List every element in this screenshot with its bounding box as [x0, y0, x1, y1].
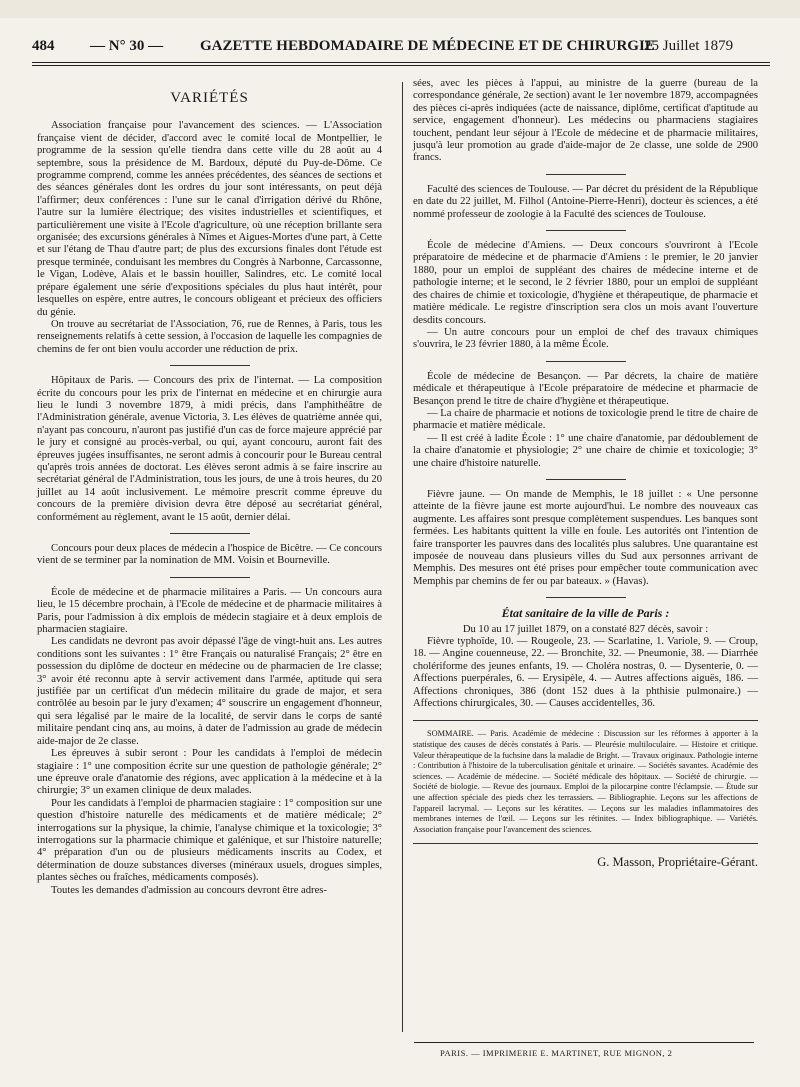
summary-rule: [413, 720, 758, 721]
etat-sanitaire-body: Fièvre typhoïde, 10. — Rougeole, 23. — Scarlatine, 1. Variole, 9. — Croup, 18. — Angine couenneuse, 22. — Bronchite, 32. — Pneumonie, 38. — Diarrhée cholériforme des jeunes enfants, 19. — Choléra nostras, 0. — Dysenterie, 0. — Affections puerpérales, 6. — Erysipèle, 4. — Autres affections aiguës, 186. — Affections chroniques, 386 (dont 152 dues à la phthisie pulmonaire.) — Affections chirurgicales, 30. — Causes accidentelles, 36.: [413, 636, 758, 710]
page-number: 484: [32, 38, 55, 54]
header-rule: [32, 62, 770, 63]
separator: [170, 365, 250, 366]
article-ecole-militaire: École de médecine et de pharmacie militaires a Paris. — Un concours aura lieu, le 15 décembre prochain, à l'Ecole de médecine et de pharmacie militaires à Paris, pour l'admission à dix emplois de médecin stagiaire et à deux emplois de pharmacien stagiaire.: [37, 586, 382, 636]
article-ecole-militaire-4: Pour les candidats à l'emploi de pharmacien stagiaire : 1° composition sur une question d'histoire naturelle des médicaments et de matière médicale; 2° interrogations sur la physique, la chimie, l'analyse chimique et la toxicologie; 3° interrogations sur la pharmacie chimique et galénique, et sur l'histoire naturelle; 4° préparation d'un ou de plusieurs médicaments inscrits au Codex, et détermination de douze substances diverses (minéraux usuels, drogues simples, plantes sèches ou fraîches, médicaments composés).: [37, 797, 382, 884]
article-besancon-3: — Il est créé à ladite École : 1° une chaire d'anatomie, par dédoublement de la chaire d'anatomie et physiologie; 2° une chaire de chimie et toxicologie; 3° une chaire d'histoire naturelle.: [413, 432, 758, 469]
article-besancon: École de médecine de Besançon. — Par décrets, la chaire de matière médicale et thérapeutique à l'Ecole préparatoire de médecine et pharmacie de Besançon prend le titre de chaire d'hygiène et thérapeutique.: [413, 370, 758, 407]
article-toulouse: Faculté des sciences de Toulouse. — Par décret du président de la République en date du 22 juillet, M. Filhol (Antoine-Pierre-Henri), docteur ès sciences, a été nommé professeur de zoologie à la Faculté des sciences de Toulouse.: [413, 183, 758, 220]
issue-number: — N° 30 —: [90, 38, 164, 54]
section-title: VARIÉTÉS: [170, 90, 249, 106]
separator: [546, 361, 626, 362]
running-header: [30, 38, 770, 60]
etat-sanitaire-intro: Du 10 au 17 juillet 1879, on a constaté 827 décès, savoir :: [462, 623, 709, 635]
printer-line: PARIS. — IMPRIMERIE E. MARTINET, RUE MIGNON, 2: [440, 1048, 673, 1058]
article-ecole-militaire-3: Les épreuves à subir seront : Pour les candidats à l'emploi de médecin stagiaire : 1° une composition écrite sur une question de pathologie générale; 2° une épreuve orale d'anatomie des régions, avec application à la médecine et à la chirurgie; 3° un examen clinique de deux malades.: [37, 748, 382, 797]
summary: SOMMAIRE. — Paris. Académie de médecine : Discussion sur les réformes à apporter à la statistique des causes de décès constatés à Paris. — Pleurésie multiloculaire. — Histoire et critique. Valeur thérapeutique de la fuchsine dans la maladie de Bright. — Travaux originaux. Pathologie interne : Contribution à l'histoire de la tuberculisation génitale et urinaire. — Sociétés savantes. Académie des sciences. — Académie de médecine. — Société médicale des hôpitaux. — Société de chirurgie. — Société de biologie. — Revue des journaux. Emploi de la pilocarpine contre l'éclampsie. — Étude sur une affection spéciale des pieds chez les terrassiers. — Bibliographie. Leçons sur les affections de l'appareil lacrymal. — Leçons sur les kératites. — Leçons sur les maladies inflammatoires des membranes internes de l'œil. — Leçons sur les rétinites. — Index bibliographique. — Variétés. Association française pour l'avancement des sciences.: [413, 729, 758, 834]
footer-rule: [414, 1042, 754, 1043]
article-ecole-militaire-2: Les candidats ne devront pas avoir dépassé l'âge de vingt-huit ans. Les autres conditions sont les suivantes : 1° être Français ou naturalisé Français; 2° être en possession du diplôme de docteur en médecine ou de pharmacien de 1re classe; 3° avoir été reconnu apte à servir activement dans l'armée, aptitude qui sera justifiée par un certificat d'un médecin militaire du grade de major, et sera contrôlée au besoin par le jury d'examen; 4° souscrire un engagement d'honneur, qui sera légalisé par le maire de la localité, de servir dans le corps de santé militaire pendant cinq ans, au moins, à dater de l'admission au grade de médecin aide-major de 2e classe.: [37, 636, 382, 747]
article-besancon-2: — La chaire de pharmacie et notions de toxicologie prend le titre de chaire de pharmacie et matière médicale.: [413, 407, 758, 432]
article-ecole-militaire-5: Toutes les demandes d'admission au concours devront être adres-: [51, 884, 327, 896]
column-divider: [402, 82, 403, 1032]
etat-sanitaire-title: État sanitaire de la ville de Paris :: [501, 606, 670, 621]
article-bicetre: Concours pour deux places de médecin a l'hospice de Bicêtre. — Ce concours vient de se terminer par la nomination de MM. Voisin et Bourneville.: [37, 543, 382, 567]
summary-rule-bottom: [413, 843, 758, 844]
page-top-edge: [0, 0, 800, 18]
right-column: [413, 78, 758, 869]
article-continuation: sées, avec les pièces à l'appui, au ministre de la guerre (bureau de la correspondance générale, 2e section) avant le 1er novembre 1879, accompagnées des pièces ci-après indiquées (acte de naissance, diplôme, certificat d'aptitude au service, engagement d'honneur). Les médecins ou pharmaciens stagiaires touchent, pendant leur séjour à l'Ecole de médecine et de pharmacie militaires, jusqu'à leur promotion au grade d'aide-major de 2e classe, une solde de 2900 francs.: [413, 78, 758, 164]
separator: [546, 174, 626, 175]
issue-date: 25 Juillet 1879: [644, 38, 734, 54]
signature: G. Masson, Propriétaire-Gérant.: [597, 855, 758, 870]
separator: [170, 577, 250, 578]
separator: [170, 533, 250, 534]
left-column: [37, 78, 382, 897]
separator: [546, 597, 626, 598]
article-fievre-jaune: Fièvre jaune. — On mande de Memphis, le 18 juillet : « Une personne atteinte de la fièvre jaune est morte aujourd'hui. Le nombre des nouveaux cas augmente. Les affaires sont presque complètement suspendues. Les banques sont fermées. Les habitants quittent la ville en foule. Les autorités ont l'intention de faire transporter les pauvres dans des localités plus salubres. Une quarantaine est imposée de nouveau dans plusieurs villes du Sud aux personnes arrivant de Memphis. Des mesures ont été prises pour empêcher toute communication avec Memphis par chemins de fer ou par bateaux. » (Havas).: [413, 488, 758, 587]
header-rule-2: [32, 65, 770, 66]
article-association-2: On trouve au secrétariat de l'Association, 76, rue de Rennes, à Paris, tous les renseignements relatifs à cette session, à l'occasion de laquelle les compagnies de chemins de fer ont bien voulu accorder une réduction de prix.: [37, 318, 382, 355]
separator: [546, 230, 626, 231]
article-hopitaux: Hôpitaux de Paris. — Concours des prix de l'internat. — La composition écrite du concours pour les prix de l'internat en médecine et en chirurgie aura lieu le lundi 3 novembre 1879, à midi précis, dans l'amphithéâtre de l'Administration générale, avenue Victoria, 3. Les élèves de quatrième année qui, n'ayant pas concouru, n'auront pas justifié d'un cas de force majeure apprécié par le jury et consigné au procès-verbal, ou qui, ayant concouru, auront fait des épreuves jugées insuffisantes, ne seront admis à concourir pour le Bureau central qu'après trois années de doctorat. Les élèves seront admis à se faire inscrire au secrétariat général de l'Administration, tous les jours, de une à trois heures, du 20 juillet au 14 août inclusivement. Le mémoire prescrit comme épreuve du concours de la première division devra être déposé au secrétariat général, conformément au règlement, avant le 15 août, dernier délai.: [37, 375, 382, 523]
article-association: Association française pour l'avancement des sciences. — L'Association française vient de décider, d'accord avec le comité local de Montpellier, le programme de la session qu'elle tiendra dans cette ville du 28 août au 4 septembre, sous la présidence de M. Bardoux, député du Puy-de-Dôme. Ce programme comprend, comme les années précédentes, des séances de sections et des séances générales dont les ordres du jour sont intéressants, on peut déjà l'affirmer; deux conférences : l'une sur le canal d'irrigation dérivé du Rhône, l'autre sur la lumière électrique; des visites industrielles et scientifiques, et particulièrement une visite à l'Ecole d'agriculture, où une réception brillante sera organisée; des excursions générales à Nîmes et Aigues-Mortes d'une part, à Cette et sur l'étang de Thau d'autre part; de plus des excursions finales dont l'étude est presque terminée, conduisant les membres du Congrès à Narbonne, Carcassonne, le Vigan, Lodève, Alais et le bassin houiller, Salindres, etc. Le comité local prépare également une série d'expositions spéciales du plus haut intérêt, pour lesquelles on espère, entre autres, le concours obligeant et précieux des officiers du génie.: [37, 120, 382, 318]
article-amiens: École de médecine d'Amiens. — Deux concours s'ouvriront à l'Ecole préparatoire de médecine et de pharmacie d'Amiens : le premier, le 20 janvier 1880, pour un emploi de suppléant des chaires de médecine interne et de pathologie interne; et le second, le 2 février 1880, pour un emploi de suppléant des chaires de chimie et toxicologie, d'hygiène et thérapeutique, de pharmacie et matière médicale. Le registre d'inscription sera clos un mois avant l'ouverture desdits concours.: [413, 240, 758, 326]
article-amiens-2: — Un autre concours pour un emploi de chef des travaux chimiques s'ouvrira, le 23 février 1880, à la même École.: [413, 326, 758, 351]
journal-title: GAZETTE HEBDOMADAIRE DE MÉDECINE ET DE CHIRURGIE: [200, 38, 655, 54]
separator: [546, 479, 626, 480]
